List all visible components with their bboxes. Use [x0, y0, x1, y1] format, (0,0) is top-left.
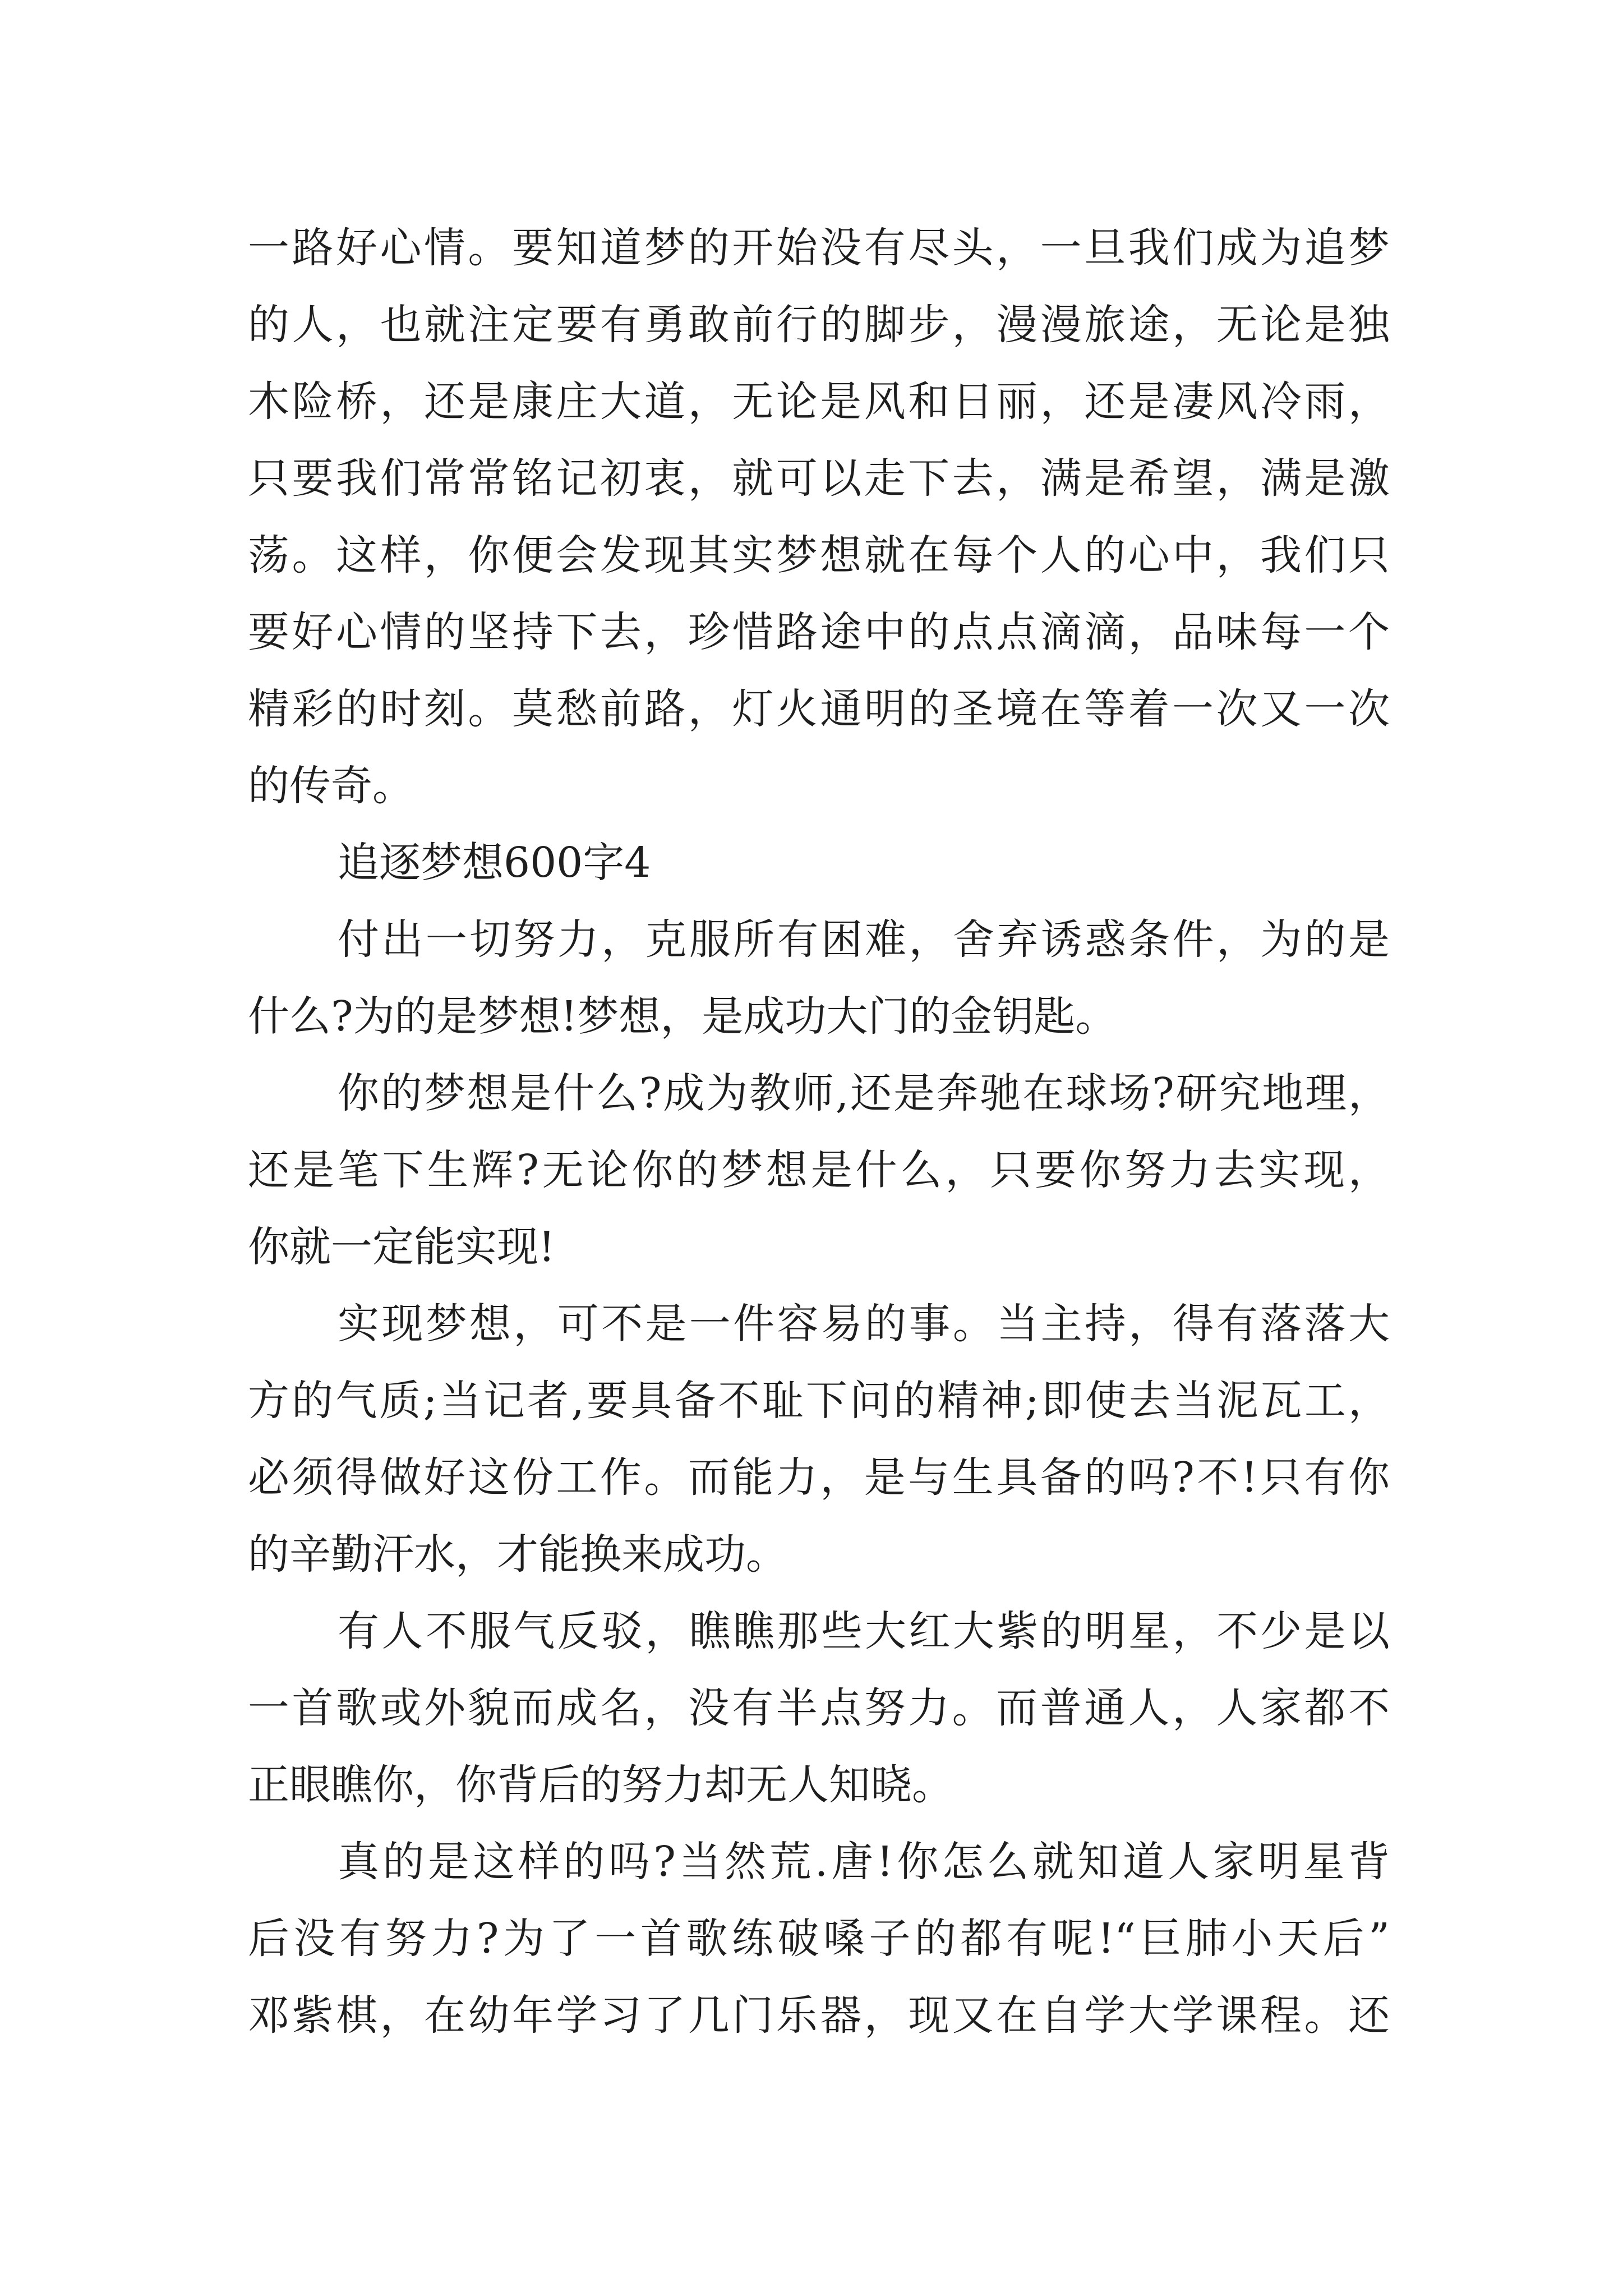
text-line: 要好心情的坚持下去，珍惜路途中的点点滴滴，品味每一个 [248, 608, 1390, 656]
text-line: 必须得做好这份工作。而能力，是与生具备的吗?不!只有你 [248, 1453, 1390, 1502]
paragraph [248, 1286, 1390, 1593]
text-line: 什么?为的是梦想!梦想，是成功大门的金钥匙。 [248, 992, 1117, 1041]
section-heading [248, 825, 1390, 901]
text-line: 邓紫棋，在幼年学习了几门乐器，现又在自学大学课程。还 [248, 1991, 1390, 2040]
paragraph [248, 1824, 1390, 2054]
text-line: 付出一切努力，克服所有困难，舍弃诱惑条件，为的是 [338, 915, 1390, 964]
text-line: 的辛勤汗水，才能换来成功。 [248, 1530, 787, 1579]
text-line: 实现梦想，可不是一件容易的事。当主持，得有落落大 [338, 1300, 1390, 1348]
paragraph-continued [248, 210, 1390, 825]
paragraph [248, 1055, 1390, 1286]
text-line: 精彩的时刻。莫愁前路，灯火通明的圣境在等着一次又一次 [248, 685, 1390, 733]
text-line: 的传奇。 [248, 762, 414, 810]
text-line: 只要我们常常铭记初衷，就可以走下去，满是希望，满是激 [248, 454, 1390, 503]
section-heading-text: 追逐梦想600字4 [338, 839, 651, 887]
text-line: 有人不服气反驳，瞧瞧那些大红大紫的明星，不少是以 [338, 1607, 1390, 1655]
text-line: 一首歌或外貌而成名，没有半点努力。而普通人，人家都不 [248, 1684, 1390, 1732]
text-line: 的人，也就注定要有勇敢前行的脚步，漫漫旅途，无论是独 [248, 301, 1390, 349]
text-line: 你就一定能实现! [248, 1223, 555, 1271]
document-body [248, 210, 1390, 2054]
text-line: 还是笔下生辉?无论你的梦想是什么，只要你努力去实现， [248, 1146, 1390, 1194]
text-line: 你的梦想是什么?成为教师,还是奔驰在球场?研究地理， [338, 1069, 1390, 1117]
paragraph [248, 1593, 1390, 1824]
text-line: 正眼瞧你，你背后的努力却无人知晓。 [248, 1761, 953, 1809]
text-line: 方的气质;当记者,要具备不耻下问的精神;即使去当泥瓦工， [248, 1377, 1390, 1425]
text-line: 真的是这样的吗?当然荒.唐!你怎么就知道人家明星背 [338, 1838, 1390, 1886]
text-line: 后没有努力?为了一首歌练破嗓子的都有呢!“巨肺小天后” [248, 1915, 1390, 1963]
text-line: 荡。这样，你便会发现其实梦想就在每个人的心中，我们只 [248, 531, 1390, 579]
paragraph [248, 901, 1390, 1055]
text-line: 木险桥，还是康庄大道，无论是风和日丽，还是凄风冷雨， [248, 378, 1390, 426]
text-line: 一路好心情。要知道梦的开始没有尽头，一旦我们成为追梦 [248, 224, 1390, 272]
